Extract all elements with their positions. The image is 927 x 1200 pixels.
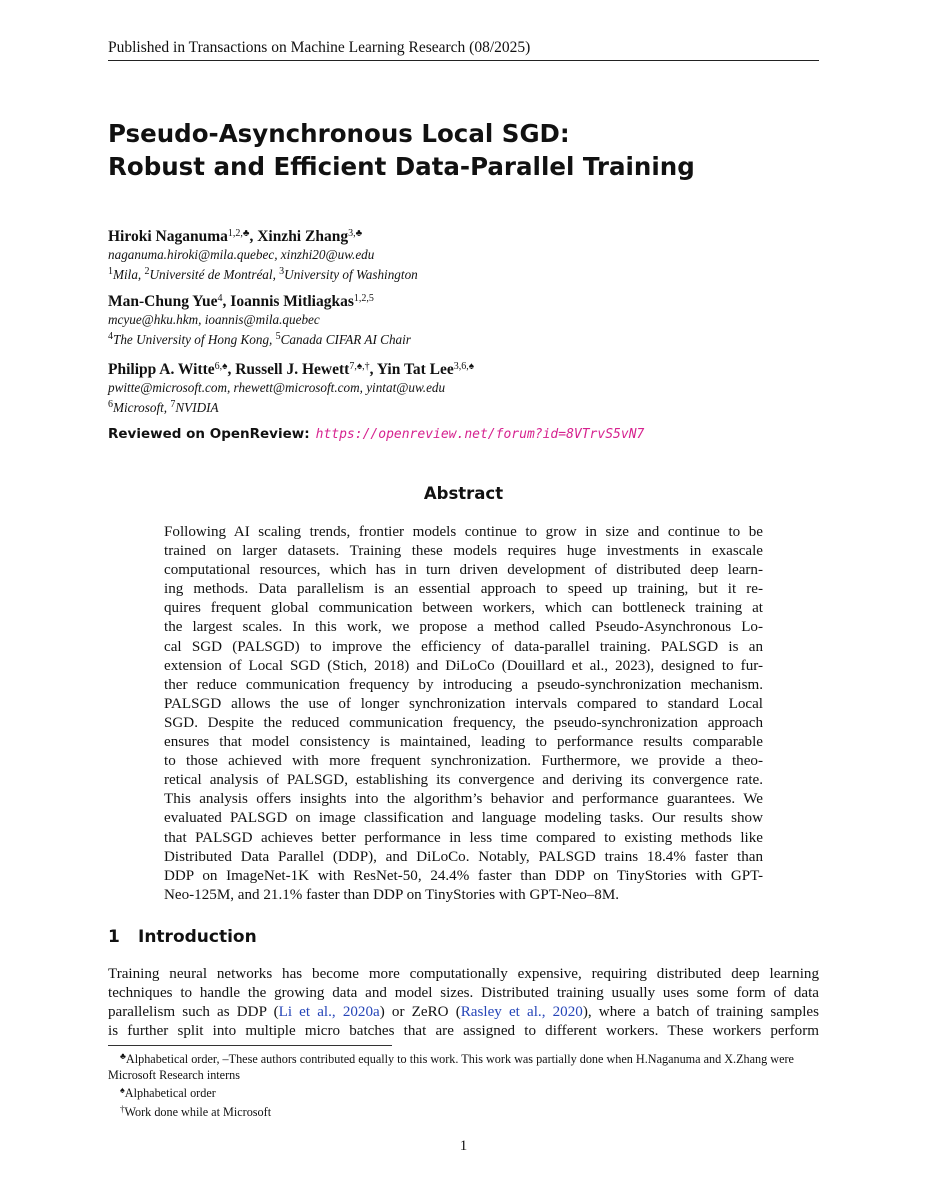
author-name: Russell J. Hewett: [235, 361, 350, 378]
running-header: Published in Transactions on Machine Learning Research (08/2025): [108, 39, 531, 56]
abstract-line: ther reduce communication frequency by introducing a pseudo-synchronization mechanism.: [164, 676, 763, 693]
author-names: Philipp A. Witte$^{6,♠}$, Russell J. Hewett$^{7,♠,\dagger}$, Yin Tat Lee$^{3,6,♠}$: [108, 361, 475, 378]
abstract-line: the largest scales. In this work, we propose a method called Pseudo-Asynchronous Lo-: [164, 619, 763, 636]
author-affiliations: $^1$Mila, $^2$Université de Montréal, $^3$University of Washington: [108, 266, 418, 282]
openreview-label: Reviewed on OpenReview:: [108, 426, 310, 442]
author-names: Man-Chung Yue$^4$, Ioannis Mitliagkas$^{1,2,5}$: [108, 293, 374, 310]
author-affiliations: $^4$The University of Hong Kong, $^5$Canada CIFAR AI Chair: [108, 331, 411, 347]
author-name: Ioannis Mitliagkas: [230, 293, 354, 310]
author-emails: naganuma.hiroki@mila.quebec, xinzhi20@uw.edu: [108, 247, 375, 262]
footnote: [108, 1049, 819, 1083]
footnotes: [108, 1049, 819, 1120]
author-marks: 3,♣: [348, 228, 363, 239]
author-names: Hiroki Naganuma$^{1,2,♣}$, Xinzhi Zhang$^{3,♣}$: [108, 228, 363, 245]
footnote: [108, 1102, 819, 1121]
footnote-mark: ♣: [120, 1051, 126, 1061]
author-group-2: [108, 289, 819, 348]
title-line-1: Pseudo-Asynchronous Local SGD:: [108, 119, 570, 148]
author-marks: 4: [217, 293, 223, 304]
abstract-line: to those achieved with more frequent synchronization. Furthermore, we provide a theo-: [164, 753, 763, 770]
abstract-line: quires frequent global communication between workers, which can bottleneck training at: [164, 600, 763, 617]
intro-line: Training neural networks has become more computationally expensive, requiring distributed deep learning: [108, 966, 819, 982]
footnote-mark: ♠: [120, 1085, 125, 1095]
footnote-mark: †: [120, 1103, 125, 1114]
abstract-line: Neo-125M, and 21.1% faster than DDP on TinyStories with GPT-Neo–8M.: [164, 886, 620, 903]
author-marks: 7,♠,†: [349, 361, 370, 372]
author-emails: pwitte@microsoft.com, rhewett@microsoft.com, yintat@uw.edu: [108, 380, 446, 395]
section-heading: [108, 927, 257, 947]
abstract-line: This analysis offers insights into the algorithm’s behavior and performance guarantees. We: [164, 791, 763, 808]
footnote-text: Work done while at Microsoft: [124, 1104, 272, 1119]
abstract-line: retical analysis of PALSGD, establishing its convergence and deriving its convergence rate.: [164, 772, 763, 789]
abstract-line: Distributed Data Parallel (DDP), and DiLoCo. Notably, PALSGD trains 18.4% faster than: [164, 848, 763, 865]
citation-link[interactable]: Rasley et al., 2020: [460, 1004, 583, 1020]
section-number: 1: [108, 927, 120, 947]
footnote-text: Alphabetical order: [124, 1086, 216, 1100]
abstract-line: PALSGD allows the use of longer synchronization intervals compared to standard Local: [164, 695, 763, 712]
abstract-line: DDP on ImageNet-1K with ResNet-50, 24.4% faster than DDP on TinyStories with GPT-: [164, 867, 763, 884]
section-title: Introduction: [138, 927, 257, 947]
author-name: Yin Tat Lee: [376, 361, 454, 378]
footnote: [108, 1083, 819, 1102]
openreview-line: [108, 426, 644, 442]
abstract-line: SGD. Despite the reduced communication frequency, the pseudo-synchronization approach: [164, 714, 763, 731]
intro-line: techniques to handle the growing data and model sizes. Distributed training usually uses some form of data: [108, 985, 819, 1001]
abstract-line: that PALSGD achieves better performance in less time compared to existing methods like: [164, 829, 763, 846]
author-group-1: [108, 224, 819, 283]
footnote-text: Alphabetical order, –These authors contributed equally to this work. This work was partially done when H.Naganuma and X.Zhang were Microsoft Research interns: [108, 1052, 794, 1082]
abstract-line: extension of Local SGD (Stich, 2018) and DiLoCo (Douillard et al., 2023), designed to fur-: [164, 657, 763, 674]
author-marks: 3,6,♠: [453, 361, 475, 372]
openreview-link[interactable]: https://openreview.net/forum?id=8VTrvS5vN7: [315, 427, 645, 442]
footnote-rule: [108, 1045, 392, 1046]
abstract-line: computational resources, which has in turn driven development of distributed deep learn-: [164, 562, 763, 579]
abstract-line: cal SGD (PALSGD) to improve the efficiency of data-parallel training. PALSGD is an: [164, 638, 763, 655]
abstract-body: [164, 523, 763, 905]
citation-link[interactable]: Li et al., 2020a: [278, 1004, 380, 1020]
author-name: Man-Chung Yue: [108, 293, 218, 310]
abstract-line: Following AI scaling trends, frontier models continue to grow in size and continue to be: [164, 524, 763, 540]
title-line-2: Robust and Efficient Data-Parallel Training: [108, 152, 695, 181]
author-group-3: [108, 357, 819, 416]
author-name: Philipp A. Witte: [108, 361, 215, 378]
author-marks: 1,2,5: [353, 293, 374, 304]
author-marks: 1,2,♣: [227, 228, 250, 239]
intro-line: is further split into multiple micro batches that are assigned to different workers. These workers perform: [108, 1023, 819, 1039]
abstract-line: ing methods. Data parallelism is an essential approach to speed up training, but it re-: [164, 581, 763, 598]
author-affiliations: $^6$Microsoft, $^7$NVIDIA: [108, 399, 219, 415]
author-name: Xinzhi Zhang: [257, 228, 349, 245]
author-name: Hiroki Naganuma: [108, 228, 228, 245]
introduction-body: [108, 965, 819, 1041]
abstract-line: evaluated PALSGD on image classification and language modeling tasks. Our results show: [164, 810, 763, 827]
author-emails: mcyue@hku.hkm, ioannis@mila.quebec: [108, 312, 320, 327]
abstract-heading: Abstract: [423, 484, 504, 503]
header-rule: [108, 60, 819, 61]
paper-title: [108, 117, 819, 183]
page-number: 1: [459, 1138, 468, 1154]
author-marks: 6,♠: [214, 361, 228, 372]
intro-line: parallelism such as DDP (Li et al., 2020a) or ZeRO (Rasley et al., 2020), where a batch of training samples: [108, 1004, 819, 1020]
abstract-line: trained on larger datasets. Training these models requires huge investments in exascale: [164, 543, 763, 560]
abstract-line: ensures that model consistency is maintained, leading to performance results comparable: [164, 734, 763, 751]
